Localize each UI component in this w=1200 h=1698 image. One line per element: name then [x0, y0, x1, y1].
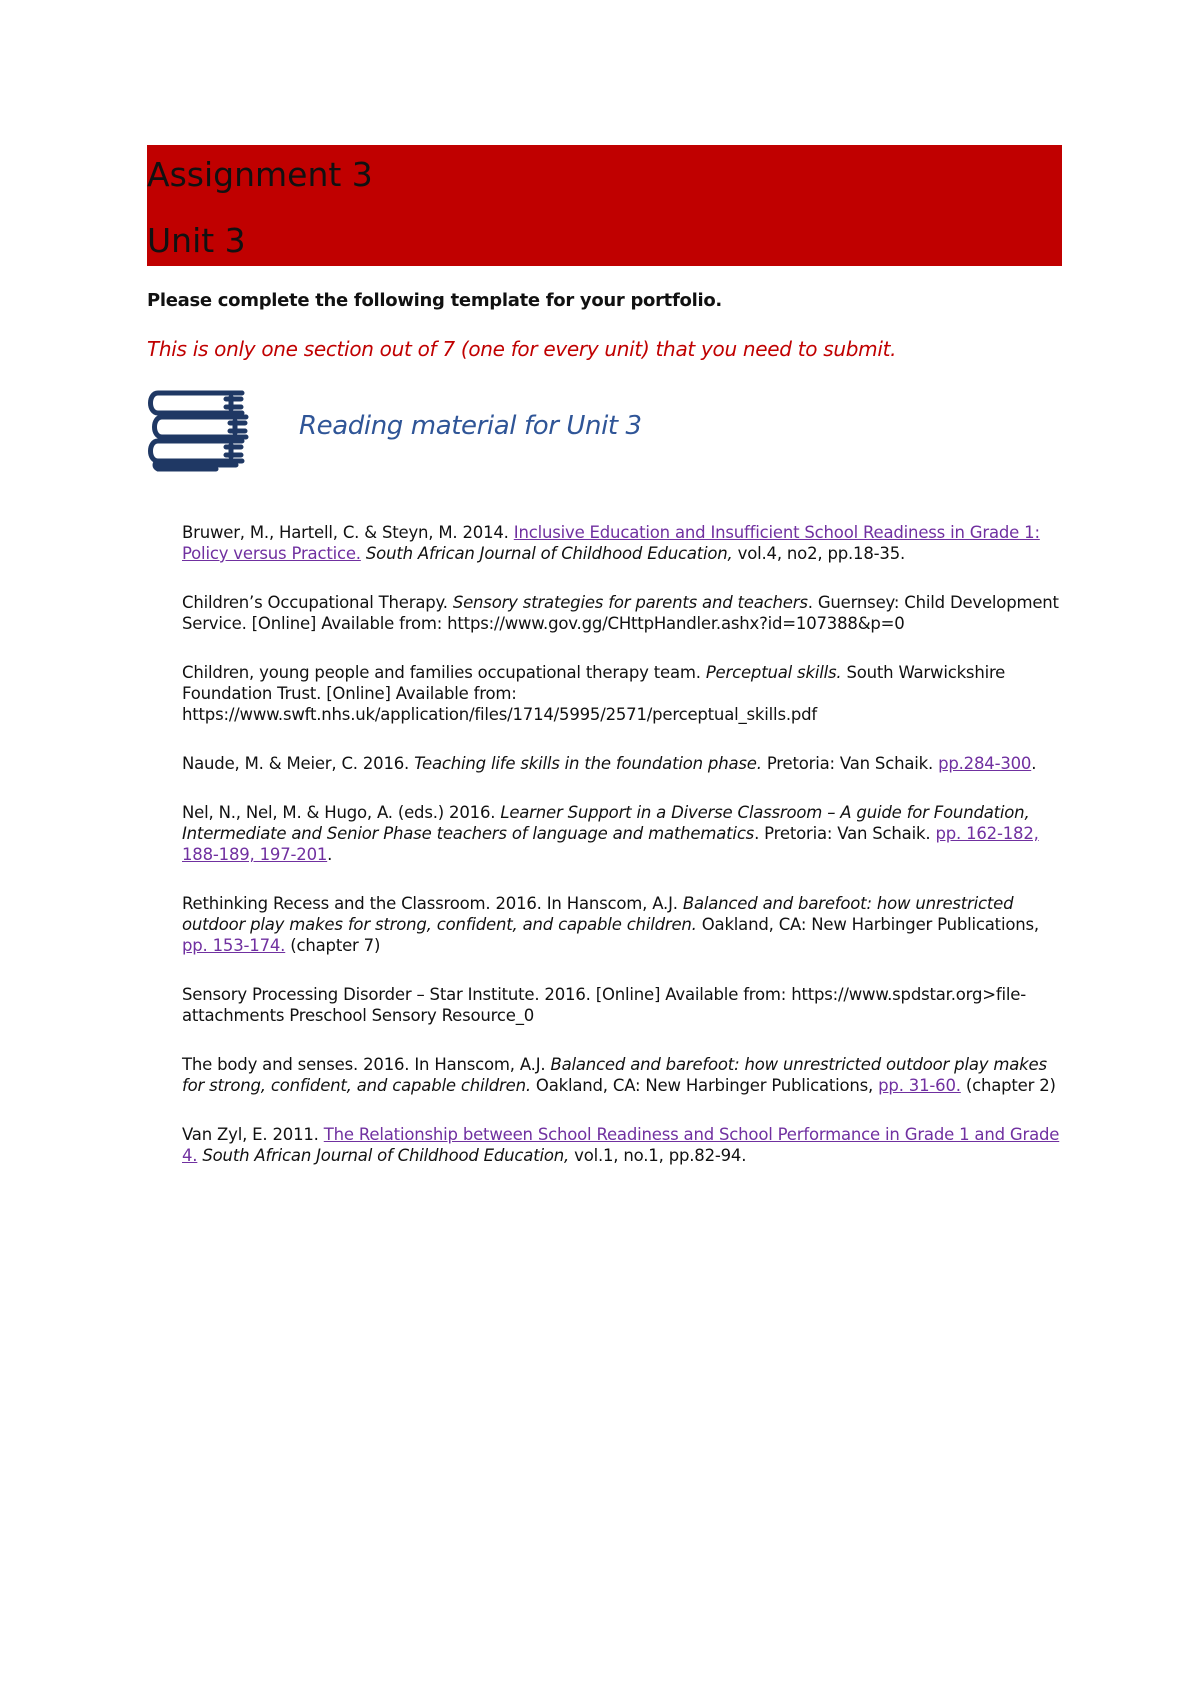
- reference-text: (chapter 7): [285, 936, 381, 955]
- reference-link[interactable]: The Relationship between School Readiness and School Performance in Grade 1 and Grade 4.: [182, 1125, 1060, 1165]
- reference-text: Sensory Processing Disorder – Star Institute. 2016. [Online] Available from: https://www.spdstar.org>file-attachments Preschool Sensory Resource_0: [182, 985, 1026, 1025]
- reference-link[interactable]: pp.284-300: [938, 754, 1032, 773]
- unit-title: Unit 3: [147, 221, 246, 260]
- books-icon: [146, 387, 253, 480]
- reference-text: . Pretoria: Van Schaik.: [754, 824, 936, 843]
- assignment-title: Assignment 3: [147, 155, 373, 194]
- reference-text: Nel, N., Nel, M. & Hugo, A. (eds.) 2016.: [182, 803, 501, 822]
- reference-text: Van Zyl, E. 2011.: [182, 1125, 324, 1144]
- reference-text: vol.4, no2, pp.18-35.: [732, 544, 906, 563]
- reference-text: Rethinking Recess and the Classroom. 2016. In Hanscom, A.J.: [182, 894, 683, 913]
- reference-text: Naude, M. & Meier, C. 2016.: [182, 754, 415, 773]
- reference-text: (chapter 2): [960, 1076, 1056, 1095]
- reference-text: .: [1031, 754, 1037, 773]
- reference-item: [182, 802, 1062, 865]
- book-title: Teaching life skills in the foundation phase.: [414, 754, 762, 773]
- reference-item: [182, 984, 1062, 1026]
- submission-note: This is only one section out of 7 (one for every unit) that you need to submit.: [147, 337, 897, 361]
- book-title: Balanced and barefoot: how unrestricted outdoor play makes for strong, confident, and capable children.: [182, 894, 1014, 934]
- reference-item: [182, 753, 1062, 774]
- title-banner: [147, 145, 1062, 266]
- reference-text: Oakland, CA: New Harbinger Publications,: [530, 1076, 879, 1095]
- book-title: Perceptual skills.: [705, 663, 842, 682]
- reference-item: [182, 592, 1062, 634]
- book-title: Balanced and barefoot: how unrestricted outdoor play makes for strong, confident, and capable children.: [182, 1055, 1047, 1095]
- section-title: Reading material for Unit 3: [299, 411, 642, 441]
- reference-text: The body and senses. 2016. In Hanscom, A.J.: [182, 1055, 551, 1074]
- reference-link[interactable]: Inclusive Education and Insufficient School Readiness in Grade 1: Policy versus Practice.: [182, 523, 1040, 563]
- reference-link[interactable]: pp. 162-182, 188-189, 197-201: [182, 824, 1039, 864]
- reference-item: [182, 1124, 1062, 1166]
- reference-list: [182, 522, 1062, 1194]
- reference-item: [182, 662, 1062, 725]
- journal-title: South African Journal of Childhood Education,: [202, 1146, 570, 1165]
- reference-text: South Warwickshire Foundation Trust. [Online] Available from: https://www.swft.nhs.uk/application/files/1714/5995/2571/perceptual_skills.pdf: [182, 663, 1006, 724]
- reference-text: vol.1, no.1, pp.82-94.: [569, 1146, 747, 1165]
- reference-text: Oakland, CA: New Harbinger Publications,: [696, 915, 1039, 934]
- reference-text: Bruwer, M., Hartell, C. & Steyn, M. 2014.: [182, 523, 514, 542]
- reference-link[interactable]: pp. 153-174.: [182, 936, 286, 955]
- reference-item: [182, 893, 1062, 956]
- reference-item: [182, 1054, 1062, 1096]
- journal-title: South African Journal of Childhood Education,: [365, 544, 733, 563]
- instruction-text: Please complete the following template for your portfolio.: [147, 290, 722, 311]
- reference-text: Children, young people and families occupational therapy team.: [182, 663, 706, 682]
- reference-text: .: [327, 845, 333, 864]
- book-title: Sensory strategies for parents and teachers: [452, 593, 808, 612]
- reference-text: Pretoria: Van Schaik.: [761, 754, 939, 773]
- reference-text: . Guernsey: Child Development Service. [Online] Available from: https://www.gov.gg/CHttpHandler.ashx?id=107388&p=0: [182, 593, 1059, 633]
- reference-link[interactable]: pp. 31-60.: [878, 1076, 961, 1095]
- book-title: Learner Support in a Diverse Classroom – A guide for Foundation, Intermediate and Senior Phase teachers of language and mathematics: [182, 803, 1030, 843]
- reference-text: Children’s Occupational Therapy.: [182, 593, 453, 612]
- reference-item: [182, 522, 1062, 564]
